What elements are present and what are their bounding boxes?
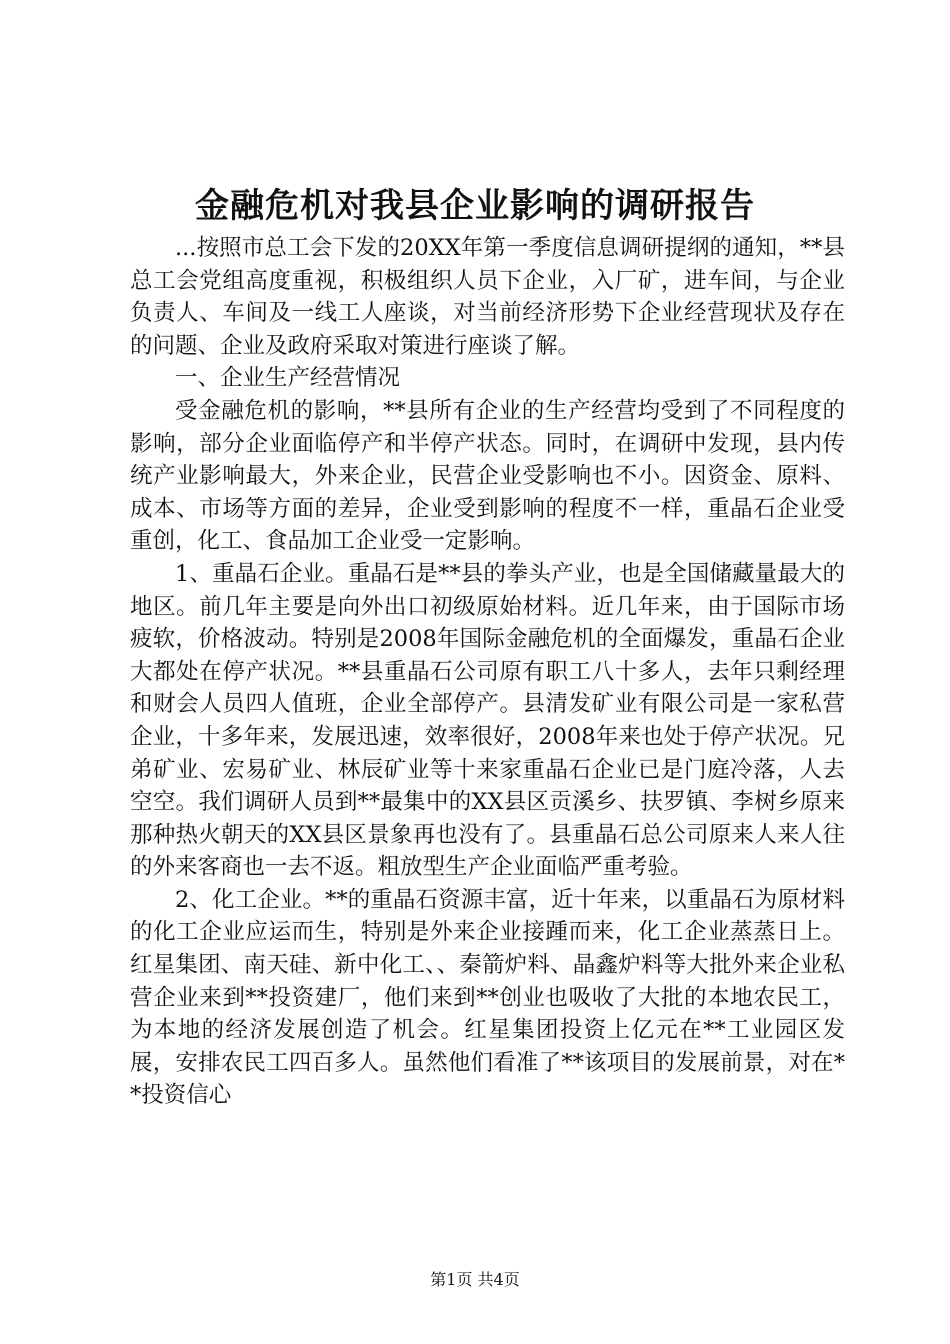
overview-paragraph: 受金融危机的影响，**县所有企业的生产经营均受到了不同程度的影响，部分企业面临停产和半停产状态。同时，在调研中发现，县内传统产业影响最大，外来企业，民营企业受影响也不小。因资金、原料、成本、市场等方面的差异，企业受到影响的程度不一样，重晶石企业受重创，化工、食品加工企业受一定影响。 <box>130 397 845 555</box>
barite-paragraph: 1、重晶石企业。重晶石是**县的拳头产业，也是全国储藏量最大的地区。前几年主要是向外出口初级原始材料。近几年来，由于国际市场疲软，价格波动。特别是2008年国际金融危机的全面爆发，重晶石企业大都处在停产状况。**县重晶石公司原有职工八十多人，去年只剩经理和财会人员四人值班，企业全部停产。县清发矿业有限公司是一家私营企业，十多年来，发展迅速，效率很好，2008年来也处于停产状况。兄弟矿业、宏易矿业、林辰矿业等十来家重晶石企业已是门庭冷落，人去空空。我们调研人员到**最集中的XX县区贡溪乡、扶罗镇、李树乡原来那种热火朝天的XX县区景象再也没有了。县重晶石总公司原来人来人往的外来客商也一去不返。粗放型生产企业面临严重考验。 <box>130 560 845 881</box>
page-number-footer: 第1页 共4页 <box>430 1270 520 1289</box>
document-body <box>130 232 845 1112</box>
chemical-paragraph: 2、化工企业。**的重晶石资源丰富，近十年来，以重晶石为原材料的化工企业应运而生，特别是外来企业接踵而来，化工企业蒸蒸日上。红星集团、南天硅、新中化工、、秦箭炉料、晶鑫炉料等大批外来企业私营企业来到**投资建厂，他们来到**创业也吸收了大批的本地农民工，为本地的经济发展创造了机会。红星集团投资上亿元在**工业园区发展，安排农民工四百多人。虽然他们看准了**该项目的发展前景，对在**投资信心 <box>130 886 845 1109</box>
document-title: 金融危机对我县企业影响的调研报告 <box>195 186 755 226</box>
intro-paragraph: ...按照市总工会下发的20XX年第一季度信息调研提纲的通知，**县总工会党组高度重视，积极组织人员下企业，入厂矿，进车间，与企业负责人、车间及一线工人座谈，对当前经济形势下企业经营现状及存在的问题、企业及政府采取对策进行座谈了解。 <box>130 235 845 359</box>
section-heading: 一、企业生产经营情况 <box>175 365 401 392</box>
